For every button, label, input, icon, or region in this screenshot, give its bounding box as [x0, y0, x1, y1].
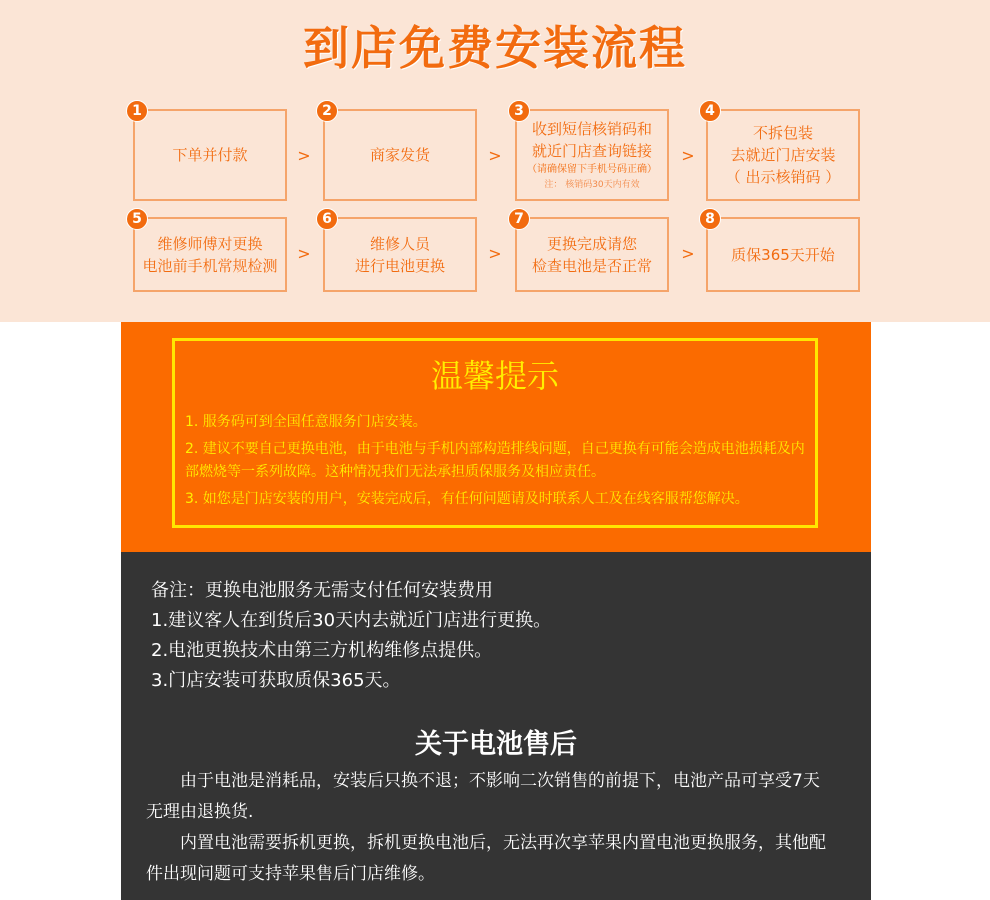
after-sales-paragraph: 内置电池需要拆机更换，拆机更换电池后，无法再次享苹果内置电池更换服务，其他配件出现问题可支持苹果售后门店维修。 [146, 833, 826, 884]
step-6 [322, 211, 477, 292]
step-text: 电池前手机常规检测 [142, 256, 278, 275]
notes-section [121, 552, 871, 900]
step-4 [705, 103, 860, 201]
step-5 [132, 211, 287, 292]
step-note: （请确保留下手机号码正确） [527, 164, 657, 175]
step-text: （ 出示核销码 ） [725, 168, 841, 186]
arrow-icon: > [297, 146, 311, 165]
step-text: 维修人员 [369, 234, 430, 253]
step-text: 不拆包装 [752, 124, 813, 142]
step-2 [322, 103, 477, 201]
step-text: 去就近门店安装 [730, 146, 836, 164]
step-text: 质保365天开始 [731, 245, 835, 264]
note-line: 备注：更换电池服务无需支付任何安装费用 [151, 580, 493, 601]
step-text: 就近门店查询链接 [531, 142, 652, 160]
step-number: 8 [699, 208, 721, 230]
arrow-icon: > [488, 146, 502, 165]
arrow-icon: > [488, 244, 502, 263]
step-text: 检查电池是否正常 [531, 256, 652, 275]
step-number: 3 [508, 100, 530, 122]
step-text: 商家发货 [369, 146, 430, 164]
step-number: 1 [126, 100, 148, 122]
note-line: 2.电池更换技术由第三方机构维修点提供。 [151, 640, 493, 661]
step-number: 7 [508, 208, 530, 230]
step-number: 5 [126, 208, 148, 230]
tips-box [172, 338, 818, 528]
after-sales-paragraph: 由于电池是消耗品，安装后只换不退；不影响二次销售的前提下，电池产品可享受7天无理由退换货. [146, 771, 820, 822]
arrow-icon: > [681, 146, 695, 165]
step-number: 2 [316, 100, 338, 122]
notes-list [151, 576, 851, 696]
step-3 [514, 103, 669, 201]
arrow-icon: > [681, 244, 695, 263]
arrow-icon: > [297, 244, 311, 263]
step-subnote: 注： 核销码30天内有效 [544, 180, 640, 190]
after-sales-title: 关于电池售后 [415, 729, 577, 760]
step-8 [705, 211, 860, 292]
install-process-section [0, 0, 990, 322]
step-7 [514, 211, 669, 292]
after-sales-body [146, 766, 826, 890]
process-title: 到店免费安装流程 [303, 21, 687, 75]
step-number: 6 [316, 208, 338, 230]
step-text: 下单并付款 [172, 146, 248, 164]
step-text: 更换完成请您 [546, 234, 637, 253]
note-line: 1.建议客人在到货后30天内去就近门店进行更换。 [151, 610, 552, 631]
tips-title: 温馨提示 [430, 357, 559, 395]
note-line: 3.门店安装可获取质保365天。 [151, 670, 401, 691]
warm-tips-section [121, 322, 871, 552]
tip-item: 2. 建议不要自己更换电池，由于电池与手机内部构造排线问题，自己更换有可能会造成电池损耗及内部燃烧等一系列故障。这种情况我们无法承担质保服务及相应责任。 [185, 441, 805, 480]
step-number: 4 [699, 100, 721, 122]
tip-item: 1. 服务码可到全国任意服务门店安装。 [185, 414, 427, 430]
tips-list [185, 411, 813, 515]
tip-item: 3. 如您是门店安装的用户，安装完成后，有任何问题请及时联系人工及在线客服帮您解决。 [185, 491, 749, 507]
step-text: 收到短信核销码和 [531, 120, 652, 138]
step-text: 进行电池更换 [354, 256, 445, 275]
step-text: 维修师傅对更换 [157, 234, 263, 253]
step-1 [132, 103, 287, 201]
